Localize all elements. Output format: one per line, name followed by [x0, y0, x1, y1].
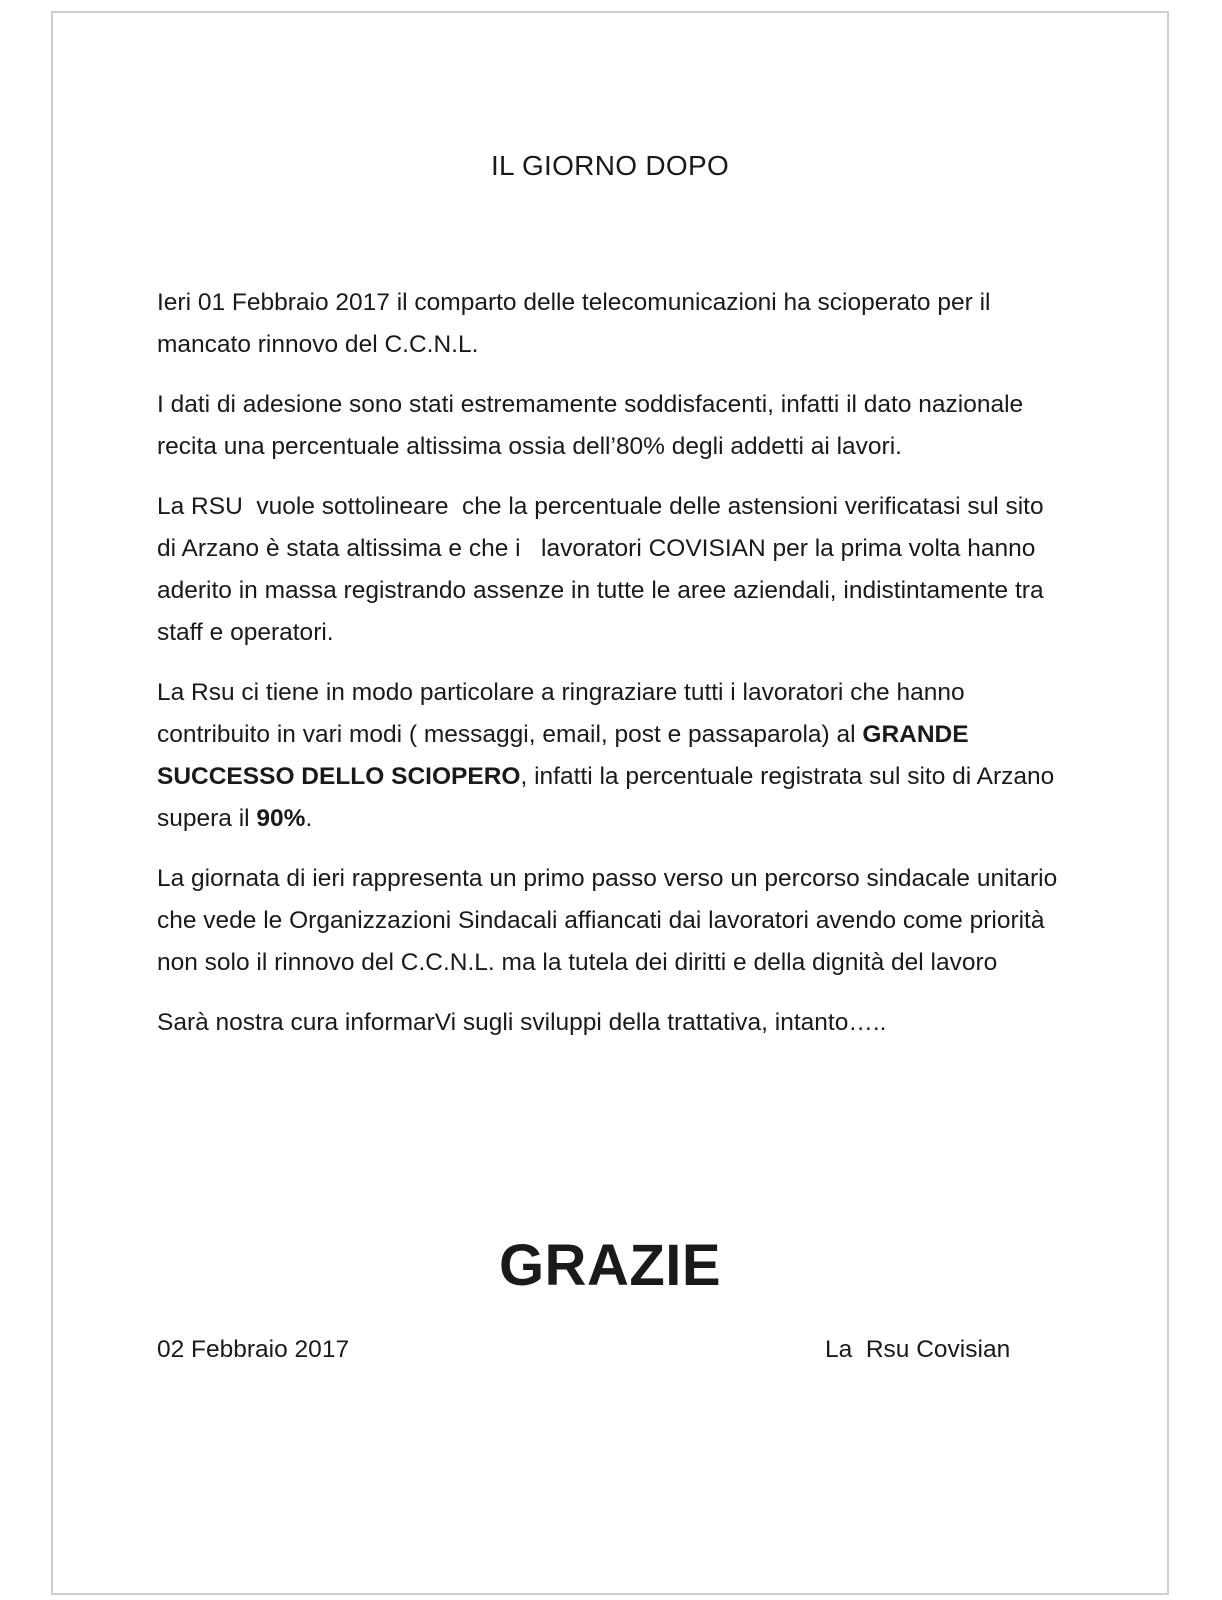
document-body [157, 282, 1065, 1062]
paragraph-union-path: La giornata di ieri rappresenta un primo passo verso un percorso sindacale unitario che vede le Organizzazioni Sindacali affiancati dai lavoratori avendo come priorità non solo il rinnovo del C.C.N.L. ma la tutela dei diritti e della dignità del lavoro [157, 865, 1065, 976]
document-signature: La Rsu Covisian [825, 1336, 1011, 1363]
highlight-percentage: 90% [256, 805, 306, 832]
paragraph-closing: Sarà nostra cura informarVi sugli sviluppi della trattativa, intanto….. [157, 1009, 887, 1036]
paragraph-thanks-workers [157, 672, 1062, 840]
document-title: IL GIORNO DOPO [490, 150, 730, 181]
document-date: 02 Febbraio 2017 [157, 1336, 350, 1363]
paragraph-national-adhesion: I dati di adesione sono stati estremamente soddisfacenti, infatti il dato nazionale recita una percentuale altissima ossia dell’80% degli addetti ai lavori. [157, 391, 1030, 460]
paragraph-thanks-text-3: . [305, 805, 313, 832]
thanks-heading: GRAZIE [498, 1233, 722, 1298]
highlight-strike-success: GRANDE SUCCESSO DELLO SCIOPERO [157, 721, 976, 790]
paragraph-thanks-text-2: , infatti la percentuale registrata sul sito di Arzano supera il [157, 763, 1062, 832]
paragraph-arzano-site: La RSU vuole sottolineare che la percentuale delle astensioni verificatasi sul sito di Arzano è stata altissima e che i lavoratori COVISIAN per la prima volta hanno aderito in massa registrando assenze in tutte le aree aziendali, indistintamente tra staff e operatori. [157, 493, 1051, 646]
paragraph-thanks-text-1: La Rsu ci tiene in modo particolare a ringraziare tutti i lavoratori che hanno contribuito in vari modi ( messaggi, email, post e passaparola) al [157, 679, 972, 748]
paragraph-strike-announcement: Ieri 01 Febbraio 2017 il comparto delle telecomunicazioni ha scioperato per il mancato rinnovo del C.C.N.L. [157, 289, 998, 358]
